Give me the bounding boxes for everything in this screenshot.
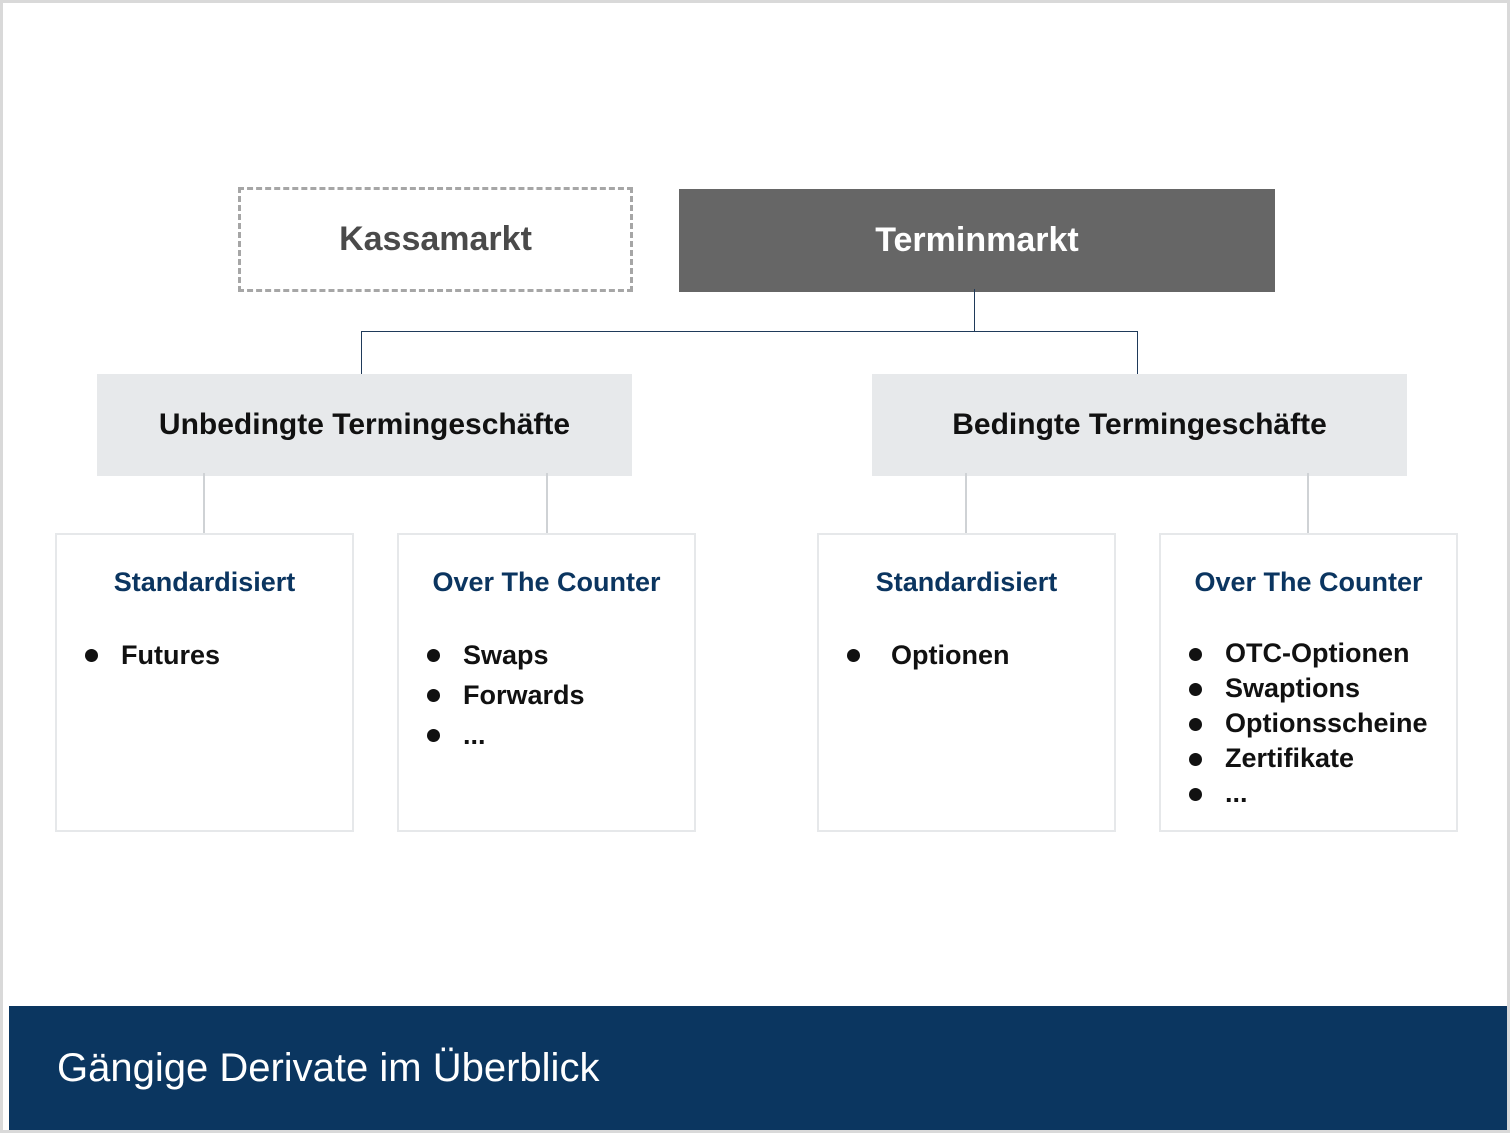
card-title: Standardisiert — [113, 567, 296, 597]
card-list — [1189, 636, 1428, 811]
card-unbedingt-standardisiert — [55, 533, 354, 832]
card-title: Over The Counter — [1194, 567, 1423, 597]
connector-to-bedingt — [1137, 331, 1138, 374]
card-list — [427, 635, 585, 755]
bedingte-termingeschaefte-box — [872, 374, 1407, 476]
connector-card-4 — [1307, 473, 1309, 533]
kassamarkt-box — [238, 187, 633, 292]
list-item: Optionsscheine — [1189, 706, 1428, 741]
list-item: OTC-Optionen — [1189, 636, 1428, 671]
card-bedingt-otc — [1159, 533, 1458, 832]
list-item: Swaptions — [1189, 671, 1428, 706]
footer-title: Gängige Derivate im Überblick — [57, 1045, 600, 1090]
connector-branch — [361, 331, 1138, 332]
unbedingte-termingeschaefte-box — [97, 374, 632, 476]
kassamarkt-label: Kassamarkt — [339, 220, 532, 258]
list-item: Zertifikate — [1189, 741, 1428, 776]
list-item: Futures — [85, 635, 220, 675]
card-title: Over The Counter — [432, 567, 661, 597]
card-bedingt-standardisiert — [817, 533, 1116, 832]
card-title: Standardisiert — [875, 567, 1058, 597]
list-item: Optionen — [847, 635, 1009, 675]
connector-to-unbedingt — [361, 331, 362, 374]
card-unbedingt-otc — [397, 533, 696, 832]
card-list — [847, 635, 1009, 675]
connector-card-3 — [965, 473, 967, 533]
connector-card-2 — [546, 473, 548, 533]
terminmarkt-box — [679, 189, 1275, 292]
unbedingte-termingeschaefte-label: Unbedingte Termingeschäfte — [158, 408, 571, 441]
footer-bar — [9, 1006, 1507, 1130]
list-item: ... — [1189, 776, 1428, 811]
connector-terminmarkt-down — [974, 289, 975, 332]
card-list — [85, 635, 220, 675]
bedingte-termingeschaefte-label: Bedingte Termingeschäfte — [952, 408, 1327, 441]
list-item: ... — [427, 715, 585, 755]
list-item: Swaps — [427, 635, 585, 675]
connector-card-1 — [203, 473, 205, 533]
list-item: Forwards — [427, 675, 585, 715]
terminmarkt-label: Terminmarkt — [875, 221, 1079, 259]
